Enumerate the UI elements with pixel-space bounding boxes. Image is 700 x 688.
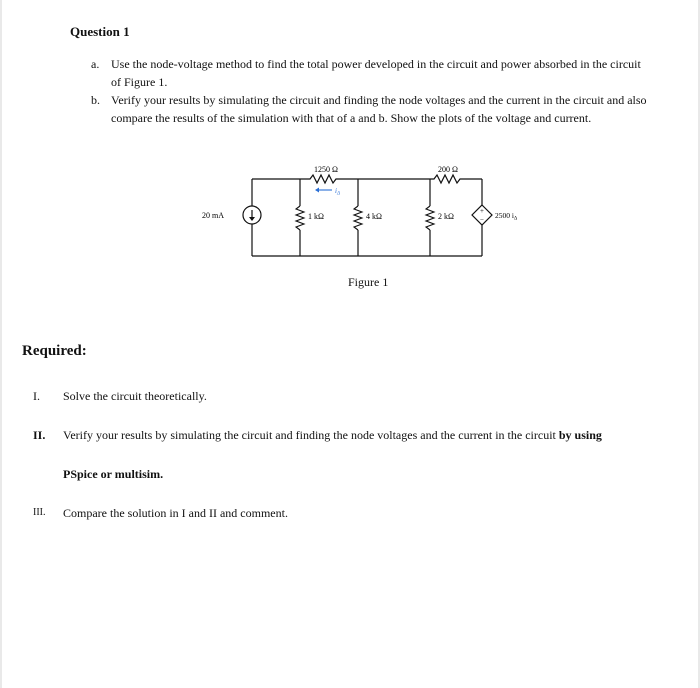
required-item-1-text: Solve the circuit theoretically. xyxy=(63,389,207,403)
resistor-2k xyxy=(424,206,436,230)
dependent-source-minus: − xyxy=(480,216,484,224)
required-item-2-text-bold: by using xyxy=(558,428,602,442)
resistor-4k xyxy=(352,206,364,230)
dependent-voltage-source xyxy=(472,205,492,225)
dependent-source-plus: + xyxy=(480,207,484,215)
resistor-200-zigzag xyxy=(430,175,482,183)
current-arrow-symbol: i xyxy=(335,187,337,195)
label-1k-ohm: 1 kΩ xyxy=(308,212,324,221)
current-source-20ma xyxy=(243,206,261,224)
part-b-text: Verify your results by simulating the circuit and finding the node voltages and the current in the circuit and also compare the results of the simulation with that of a and b. Show the plots of the voltage and current. xyxy=(111,93,647,125)
required-item-2-text xyxy=(63,428,602,443)
resistor-1250-zigzag xyxy=(300,175,358,183)
label-20ma: 20 mA xyxy=(202,211,224,220)
label-2500-i-sub: Δ xyxy=(513,216,518,222)
left-arrow-icon xyxy=(315,188,319,193)
label-200-ohm: 200 Ω xyxy=(438,165,458,174)
circuit-diagram xyxy=(190,160,520,270)
required-item-2-text-plain: Verify your results by simulating the circuit and finding the node voltages and the current in the circuit xyxy=(63,428,559,442)
required-heading: Required: xyxy=(22,343,87,359)
label-2500-i-main: 2500 i xyxy=(495,211,514,220)
current-arrow-i-delta xyxy=(315,187,340,197)
required-item-3-text: Compare the solution in I and II and comment. xyxy=(63,506,288,520)
required-item-2-continuation: PSpice or multisim. xyxy=(63,467,164,481)
current-arrow-label xyxy=(335,187,340,197)
label-1250-ohm: 1250 Ω xyxy=(314,165,338,174)
figure-caption: Figure 1 xyxy=(348,275,389,289)
part-a-letter: a. xyxy=(91,57,100,71)
part-a-text: Use the node-voltage method to find the total power developed in the circuit and power absorbed in the circuit of Figure 1. xyxy=(111,57,641,89)
label-2500-i-delta xyxy=(495,211,518,222)
required-item-1-number: I. xyxy=(33,389,40,403)
question-title: Question 1 xyxy=(70,24,130,39)
required-item-3-number: III. xyxy=(33,507,46,518)
page-edge-left xyxy=(0,0,2,688)
part-b-letter: b. xyxy=(91,93,100,107)
required-item-2-number: II. xyxy=(33,428,46,442)
label-2k-ohm: 2 kΩ xyxy=(438,212,454,221)
label-4k-ohm: 4 kΩ xyxy=(366,212,382,221)
current-arrow-subscript: Δ xyxy=(336,191,340,197)
resistor-1k xyxy=(294,206,306,230)
